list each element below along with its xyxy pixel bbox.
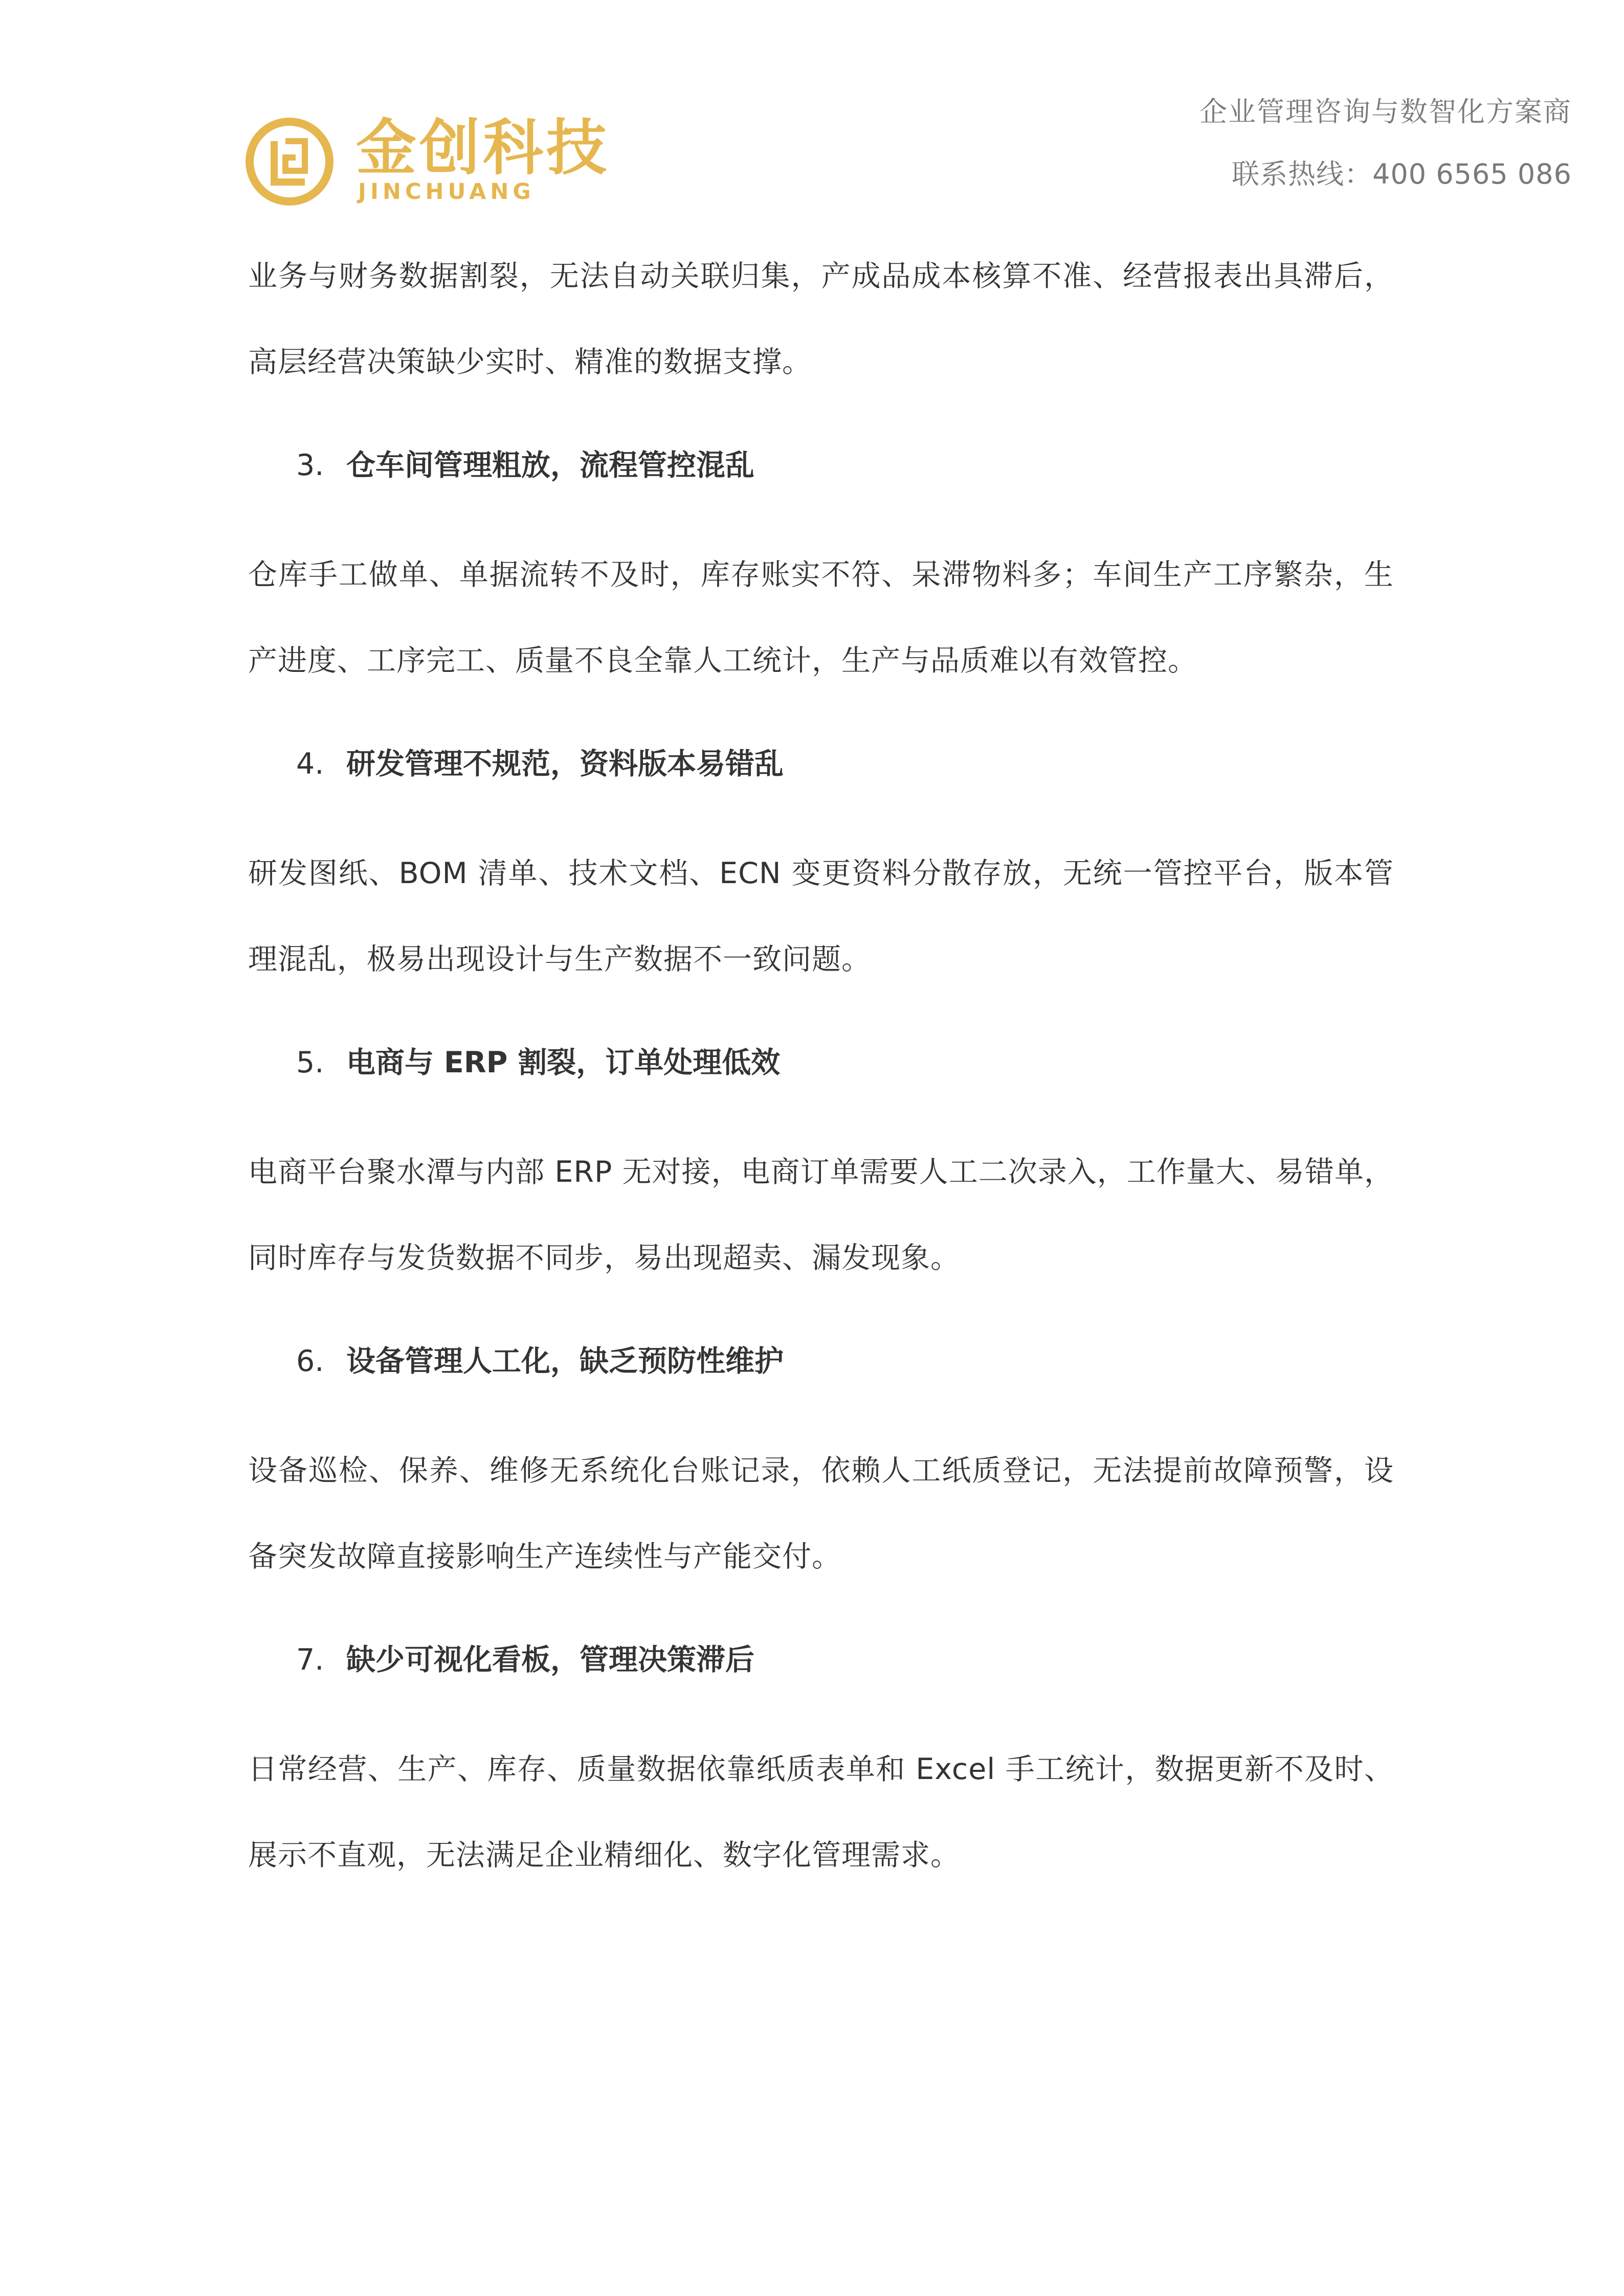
section-number: 7.: [296, 1643, 324, 1677]
section-number: 3.: [296, 448, 324, 482]
section-title: 研发管理不规范，资料版本易错乱: [346, 747, 784, 781]
logo-mark-icon: [244, 117, 335, 207]
section-heading-7: [296, 1643, 754, 1677]
section-heading-6: [296, 1344, 784, 1378]
section-paragraph-6: 设备巡检、保养、维修无系统化台账记录，依赖人工纸质登记，无法提前故障预警，设备突发故障直接影响生产连续性与产能交付。: [248, 1454, 1394, 1573]
section-paragraph-7: 日常经营、生产、库存、质量数据依靠纸质表单和 Excel 手工统计，数据更新不及时、展示不直观，无法满足企业精细化、数字化管理需求。: [248, 1752, 1394, 1872]
section-number: 5.: [296, 1046, 324, 1079]
section-title: 设备管理人工化，缺乏预防性维护: [346, 1344, 784, 1378]
company-logo: [244, 112, 610, 216]
section-number: 4.: [296, 747, 324, 781]
section-title: 仓车间管理粗放，流程管控混乱: [346, 448, 754, 482]
section-title: 电商与 ERP 割裂，订单处理低效: [346, 1046, 781, 1079]
company-tagline: 企业管理咨询与数智化方案商: [1199, 96, 1572, 128]
contact-hotline: 联系热线：400 6565 086: [1232, 158, 1572, 190]
logo-chinese-name: 金创科技: [356, 112, 610, 183]
section-title: 缺少可视化看板，管理决策滞后: [346, 1643, 754, 1677]
section-heading-5: [296, 1048, 780, 1077]
logo-english-name: JINCHUANG: [358, 179, 535, 205]
section-paragraph-4: 研发图纸、BOM 清单、技术文档、ECN 变更资料分散存放，无统一管控平台，版本管理混乱，极易出现设计与生产数据不一致问题。: [248, 857, 1394, 976]
section-heading-4: [296, 747, 784, 781]
header-contact: [1199, 98, 1572, 188]
intro-paragraph: 业务与财务数据割裂，无法自动关联归集，产成品成本核算不准、经营报表出具滞后，高层经营决策缺少实时、精准的数据支撑。: [248, 259, 1394, 379]
section-paragraph-5: 电商平台聚水潭与内部 ERP 无对接，电商订单需要人工二次录入，工作量大、易错单，同时库存与发货数据不同步，易出现超卖、漏发现象。: [248, 1155, 1394, 1275]
section-number: 6.: [296, 1344, 324, 1378]
section-paragraph-3: 仓库手工做单、单据流转不及时，库存账实不符、呆滞物料多；车间生产工序繁杂，生产进度、工序完工、质量不良全靠人工统计，生产与品质难以有效管控。: [248, 558, 1394, 678]
section-heading-3: [296, 448, 754, 482]
